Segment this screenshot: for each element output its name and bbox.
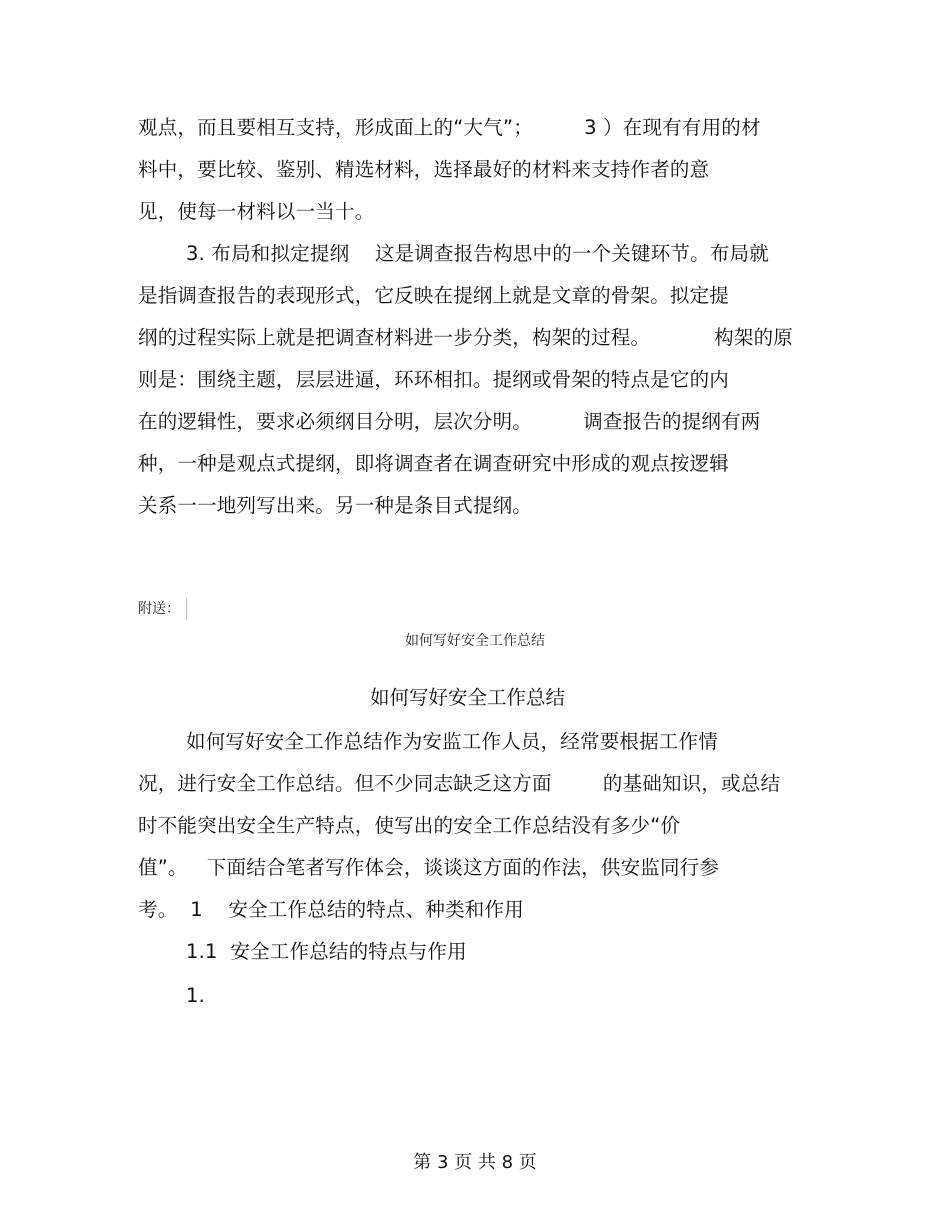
- appendix-text-line: 考。 1 安全工作总结的特点、种类和作用: [138, 898, 524, 921]
- appendix-text-line: 时不能突出安全生产特点，使写出的安全工作总结没有多少“价: [138, 814, 681, 837]
- appendix-main-title: 如何写好安全工作总结: [369, 686, 565, 709]
- body-text-line: 纲的过程实际上就是把调查材料进一步分类，构架的过程。 构架的原: [138, 326, 793, 349]
- page-footer: 第 3 页 共 8 页: [413, 1152, 537, 1173]
- body-text-line: 料中，要比较、鉴别、精选材料，选择最好的材料来支持作者的意: [138, 158, 710, 181]
- appendix-text-line: 如何写好安全工作总结作为安监工作人员，经常要根据工作情: [186, 730, 718, 753]
- body-text-line: 在的逻辑性，要求必须纲目分明，层次分明。 调查报告的提纲有两: [138, 410, 761, 433]
- body-text-line: 种，一种是观点式提纲，即将调查者在调查研究中形成的观点按逻辑: [138, 452, 730, 475]
- body-text-line: 则是：围绕主题，层层进逼，环环相扣。提纲或骨架的特点是它的内: [138, 368, 730, 391]
- appendix-text-line: 1.1 安全工作总结的特点与作用: [186, 940, 467, 963]
- appendix-divider: [186, 598, 187, 620]
- body-text-line: 见，使每一材料以一当十。: [138, 200, 375, 223]
- body-text-line: 关系一一地列写出来。另一种是条目式提纲。: [138, 494, 533, 517]
- body-text-line: 是指调查报告的表现形式，它反映在提纲上就是文章的骨架。拟定提: [138, 284, 730, 307]
- body-text-line: 3. 布局和拟定提纲 这是调查报告构思中的一个关键环节。布局就: [186, 242, 769, 265]
- body-text-line: 观点，而且要相互支持，形成面上的“大气”； 3 ）在现有有用的材: [138, 116, 761, 139]
- appendix-text-line: 值”。 下面结合笔者写作体会，谈谈这方面的作法，供安监同行参: [138, 856, 720, 879]
- appendix-text-line: 1.: [186, 984, 206, 1007]
- appendix-text-line: 况，进行安全工作总结。但不少同志缺乏这方面 的基础知识，或总结: [138, 772, 781, 795]
- appendix-small-title: 如何写好安全工作总结: [405, 633, 545, 649]
- appendix-label: 附送：: [138, 601, 180, 617]
